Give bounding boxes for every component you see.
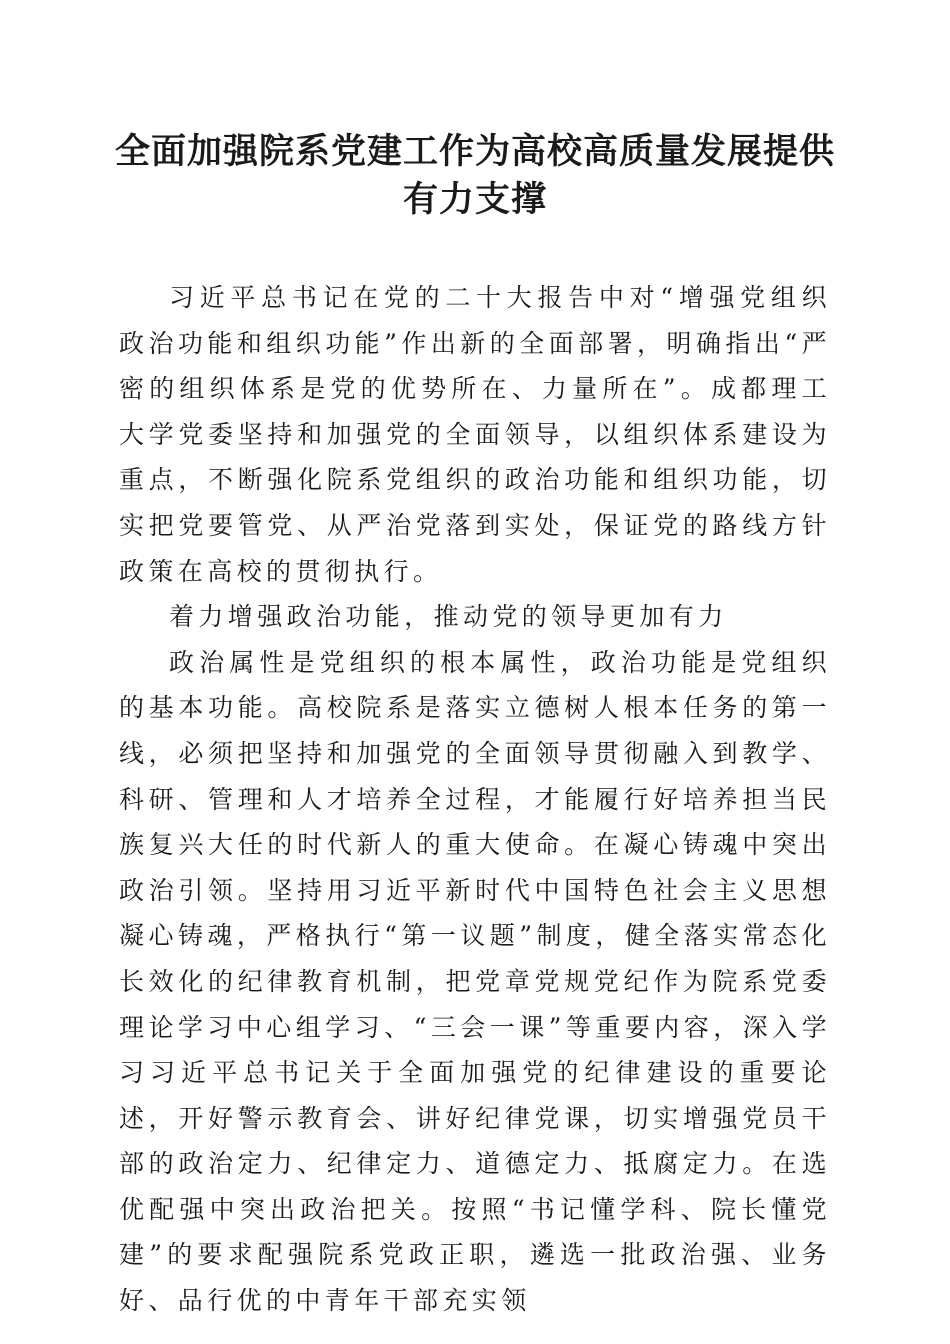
document-title: [100, 128, 850, 224]
document-body: [119, 275, 831, 1324]
section-heading: 着力增强政治功能，推动党的领导更加有力: [169, 602, 728, 632]
title-line-2: 有力支撑: [402, 179, 547, 220]
title-line-1: 全面加强院系党建工作为高校高质量发展提供: [114, 131, 835, 172]
intro-paragraph: 习近平总书记在党的二十大报告中对“增强党组织政治功能和组织功能”作出新的全面部署，明确指出“严密的组织体系是党的优势所在、力量所在”。成都理工大学党委坚持和加强党的全面领导，以组织体系建设为重点，不断强化院系党组织的政治功能和组织功能，切实把党要管党、从严治党落到实处，保证党的路线方针政策在高校的贯彻执行。: [119, 283, 831, 586]
body-paragraph: 政治属性是党组织的根本属性，政治功能是党组织的基本功能。高校院系是落实立德树人根本任务的第一线，必须把坚持和加强党的全面领导贯彻融入到教学、科研、管理和人才培养全过程，才能履行好培养担当民族复兴大任的时代新人的重大使命。在凝心铸魂中突出政治引领。坚持用习近平新时代中国特色社会主义思想凝心铸魂，严格执行“第一议题”制度，健全落实常态化长效化的纪律教育机制，把党章党规党纪作为院系党委理论学习中心组学习、“三会一课”等重要内容，深入学习习近平总书记关于全面加强党的纪律建设的重要论述，开好警示教育会、讲好纪律党课，切实增强党员干部的政治定力、纪律定力、道德定力、抵腐定力。在选优配强中突出政治把关。按照“书记懂学科、院长懂党建”的要求配强院系党政正职，遴选一批政治强、业务好、品行优的中青年干部充实领: [119, 647, 831, 1316]
